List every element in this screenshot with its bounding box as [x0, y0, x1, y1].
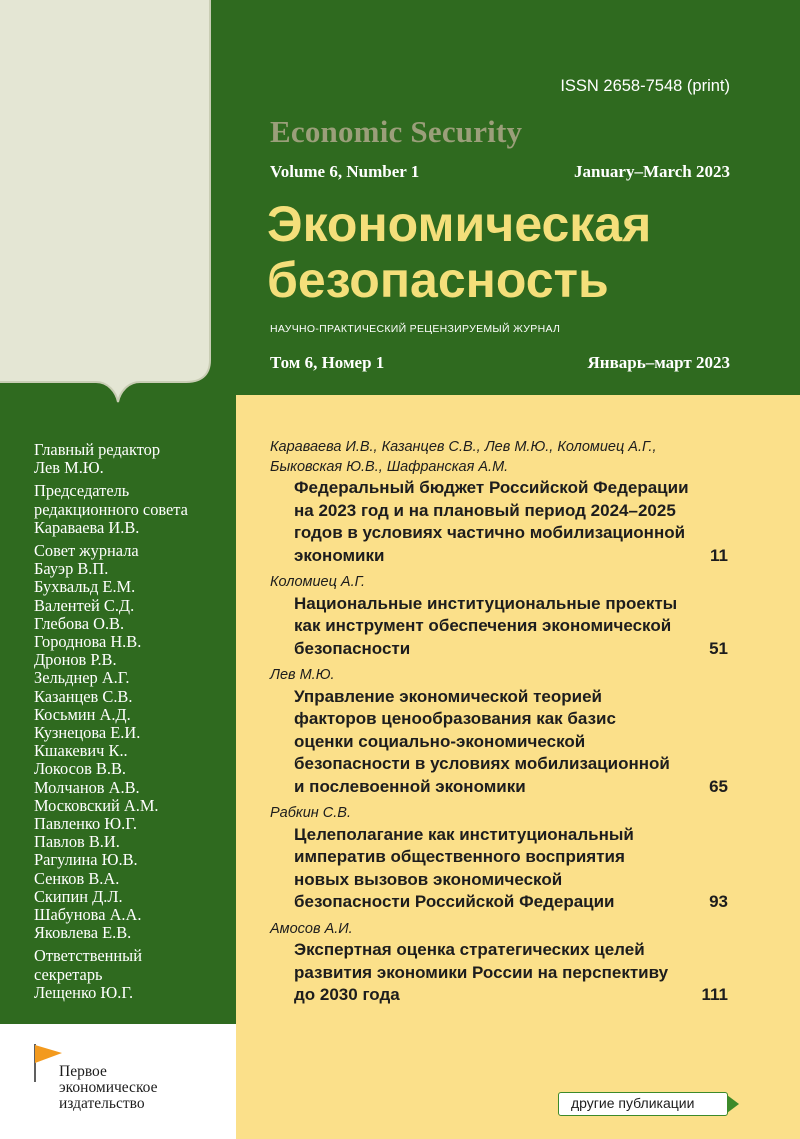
board-line: Яковлева Е.В. [34, 923, 132, 943]
other-publications-label: другие публикации [571, 1095, 695, 1111]
article-title[interactable] [294, 477, 726, 567]
board-line: Московский А.М. [34, 795, 159, 815]
board-group [34, 441, 234, 477]
publisher-line: экономическое [59, 1079, 158, 1096]
other-publications-button[interactable] [558, 1092, 728, 1116]
article-entry[interactable] [270, 804, 730, 914]
article-authors: Быковская Ю.В., Шафранская А.М. [270, 458, 509, 475]
board-line: Бауэр В.П. [34, 559, 109, 579]
board-line: Караваева И.В. [34, 517, 140, 537]
article-title-line: Управление экономической теорией [294, 686, 603, 706]
board-line: Локосов В.В. [34, 759, 127, 779]
board-line: Сенков В.А. [34, 868, 120, 888]
board-line: Шабунова А.А. [34, 905, 142, 925]
russian-title-line1: Экономическая [267, 196, 652, 252]
article-authors: Амосов А.И. [270, 920, 353, 937]
board-line: редакционного совета [34, 499, 188, 519]
board-line: Глебова О.В. [34, 613, 125, 633]
russian-date: Январь–март 2023 [587, 353, 730, 372]
issn-label: ISSN 2658-7548 (print) [560, 77, 730, 95]
article-title-line: Целеполагание как институциональный [294, 824, 634, 844]
board-line: Совет журнала [34, 541, 139, 561]
board-line: Павленко Ю.Г. [34, 814, 137, 834]
article-title[interactable] [294, 686, 726, 799]
board-line: Кшакевич К.. [34, 741, 128, 761]
article-authors: Коломиец А.Г. [270, 574, 366, 590]
article-entry[interactable] [270, 573, 730, 660]
board-line: Председатель [34, 481, 130, 501]
board-line: Косьмин А.Д. [34, 704, 131, 724]
article-page-number: 65 [709, 776, 728, 796]
article-title-line: факторов ценообразования как базис [294, 709, 616, 728]
article-page-number: 11 [710, 545, 728, 565]
board-line: Лев М.Ю. [34, 458, 104, 478]
article-title-line: как инструмент обеспечения экономической [294, 616, 672, 635]
article-title-line: годов в условиях частично мобилизационной [294, 523, 686, 542]
article-title-line: Экспертная оценка стратегических целей [294, 940, 645, 959]
russian-title [267, 196, 651, 308]
english-volume: Volume 6, Number 1 [270, 162, 420, 181]
board-group [34, 542, 234, 942]
article-title-line: и послевоенной экономики [294, 776, 526, 796]
arrow-right-icon [727, 1095, 739, 1113]
article-title-line: Федеральный бюджет Российской Федерации [294, 478, 689, 497]
article-authors: Лев М.Ю. [270, 667, 335, 683]
article-title-line: безопасности в условиях мобилизационной [294, 754, 670, 773]
article-title[interactable] [294, 824, 726, 914]
board-line: Бухвальд Е.М. [34, 577, 136, 597]
board-group [34, 947, 234, 1002]
article-page-number: 93 [709, 892, 728, 911]
article-title-line: экономики [294, 545, 385, 565]
article-title[interactable] [294, 593, 726, 661]
article-title-line: оценки социально-экономической [294, 731, 586, 751]
publisher-line: Первое [59, 1063, 107, 1080]
article-title-line: безопасности Российской Федерации [294, 892, 615, 911]
editorial-board [34, 441, 234, 1007]
board-line: Ответственный [34, 946, 142, 966]
article-entry[interactable] [270, 438, 730, 567]
article-title-line: новых вызовов экономической [294, 869, 563, 889]
english-title: Economic Security [270, 114, 523, 149]
publisher-name [59, 1064, 158, 1112]
russian-volume: Том 6, Номер 1 [270, 353, 385, 372]
table-of-contents [270, 438, 730, 1013]
article-authors: Рабкин С.В. [270, 805, 352, 821]
russian-title-line2: безопасность [267, 252, 609, 308]
article-entry[interactable] [270, 920, 730, 1007]
board-line: Валентей С.Д. [34, 595, 135, 615]
article-title-line: императив общественного восприятия [294, 847, 625, 866]
board-line: Городнова Н.В. [34, 632, 142, 652]
english-date: January–March 2023 [574, 162, 730, 181]
article-title-line: Национальные институциональные проекты [294, 593, 678, 613]
shield-shape [0, 0, 236, 420]
board-line: Казанцев С.В. [34, 686, 133, 706]
board-line: Кузнецова Е.И. [34, 723, 141, 743]
article-title-line: развития экономики России на перспективу [294, 962, 669, 982]
board-line: секретарь [34, 964, 103, 984]
board-line: Главный редактор [34, 440, 161, 459]
article-entry[interactable] [270, 666, 730, 798]
article-title-line: до 2030 года [294, 985, 400, 1004]
board-line: Лещенко Ю.Г. [34, 982, 134, 1002]
board-line: Дронов Р.В. [34, 650, 117, 670]
board-line: Рагулина Ю.В. [34, 850, 138, 870]
article-title[interactable] [294, 939, 726, 1007]
board-line: Павлов В.И. [34, 832, 120, 852]
article-title-line: безопасности [294, 638, 411, 658]
journal-subtitle: НАУЧНО-ПРАКТИЧЕСКИЙ РЕЦЕНЗИРУЕМЫЙ ЖУРНАЛ [270, 323, 561, 335]
board-line: Зельднер А.Г. [34, 668, 130, 688]
board-line: Скипин Д.Л. [34, 886, 123, 906]
article-page-number: 51 [709, 638, 728, 658]
board-line: Молчанов А.В. [34, 777, 140, 797]
article-authors: Караваева И.В., Казанцев С.В., Лев М.Ю., Коломиец А.Г., [270, 439, 657, 455]
publisher-line: издательство [59, 1095, 145, 1112]
article-title-line: на 2023 год и на плановый период 2024–2025 [294, 500, 676, 520]
article-page-number: 111 [701, 985, 728, 1004]
board-group [34, 482, 234, 537]
